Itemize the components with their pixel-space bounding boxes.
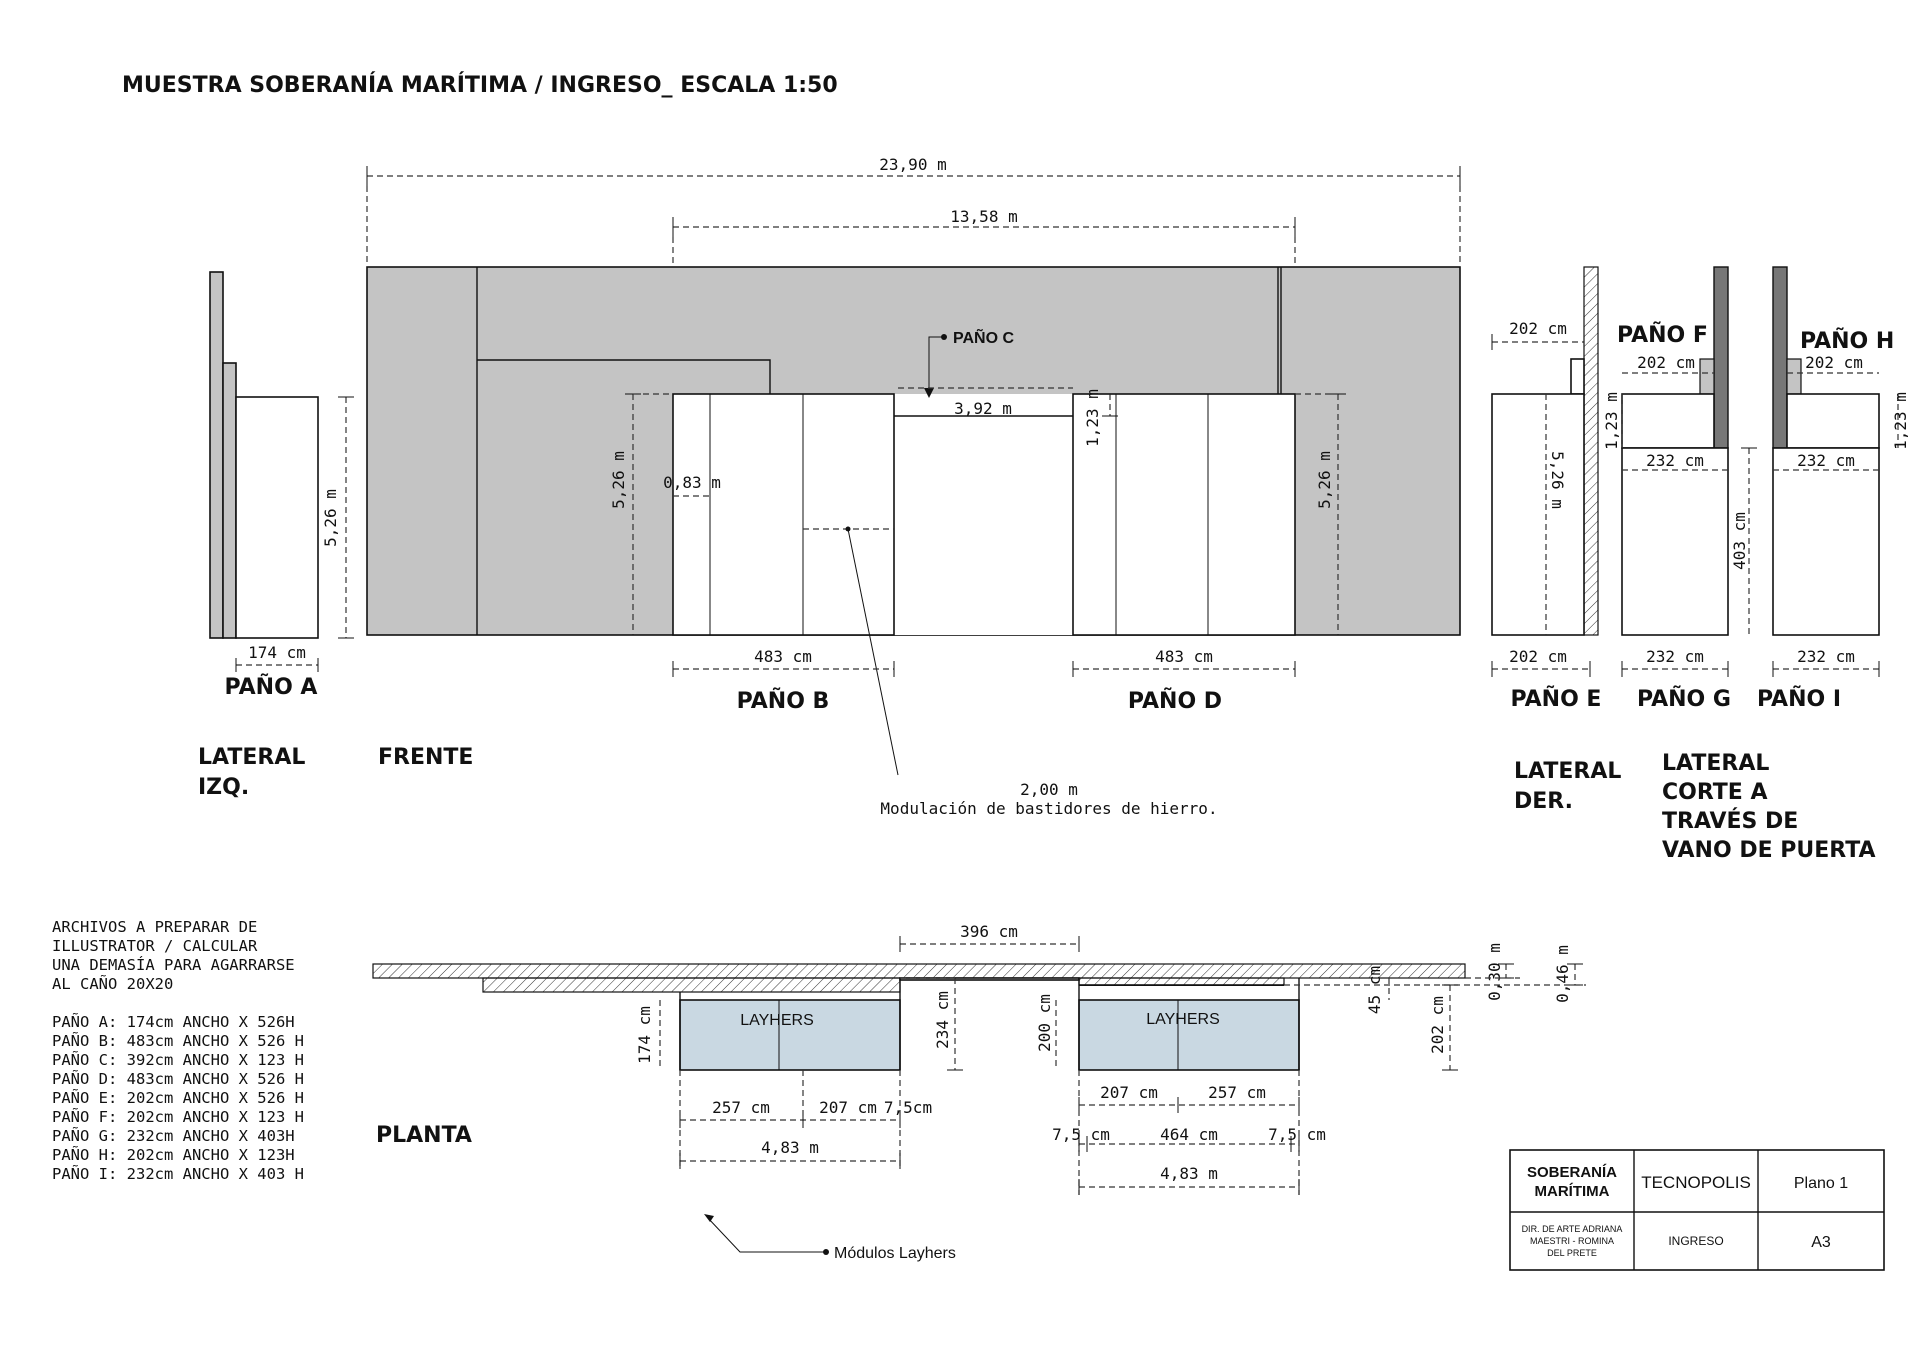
pano-e-label: PAÑO E <box>1510 687 1602 712</box>
pano-b-label: PAÑO B <box>736 689 830 714</box>
section-g-232-mid-label: 232 cm <box>1646 451 1704 470</box>
lateral-izq-heading-1: LATERAL <box>198 745 306 770</box>
dim-483-d-label: 483 cm <box>1155 647 1213 666</box>
left-width-label: 174 cm <box>248 643 306 662</box>
plan-030-label: 0,30 m <box>1485 943 1504 1001</box>
pano-c-label: PAÑO C <box>953 330 1015 347</box>
planta-heading: PLANTA <box>376 1123 472 1148</box>
pano-a-label: PAÑO A <box>224 675 318 700</box>
section-heading-line-4: VANO DE PUERTA <box>1662 838 1876 863</box>
note-line: PAÑO C: 392cm ANCHO X 123 H <box>52 1051 304 1069</box>
right-top-width-label: 202 cm <box>1509 319 1567 338</box>
note-line: PAÑO I: 232cm ANCHO X 403 H <box>52 1165 304 1183</box>
lateral-izq-heading-2: IZQ. <box>198 775 250 800</box>
section-g <box>1602 267 1757 712</box>
section-i-202-label: 202 cm <box>1805 353 1863 372</box>
lateral-der-heading-2: DER. <box>1514 789 1573 814</box>
plan-174-label: 174 cm <box>635 1006 654 1064</box>
title-block <box>1510 1150 1884 1270</box>
note-line: PAÑO A: 174cm ANCHO X 526H <box>52 1013 295 1031</box>
plan-257-right-label: 257 cm <box>1208 1083 1266 1102</box>
note-line: UNA DEMASÍA PARA AGARRARSE <box>52 956 295 974</box>
section-g-123-label: 1,23 m <box>1602 392 1621 450</box>
plan-200-label: 200 cm <box>1035 994 1054 1052</box>
section-i <box>1757 267 1910 712</box>
title-block-credits-2: MAESTRI - ROMINA <box>1529 1236 1615 1246</box>
plan-234-label: 234 cm <box>933 991 952 1049</box>
plan-202-label: 202 cm <box>1428 996 1447 1054</box>
note-line: PAÑO B: 483cm ANCHO X 526 H <box>52 1032 304 1050</box>
note-line: ILLUSTRATOR / CALCULAR <box>52 937 258 955</box>
front-elevation <box>367 267 1460 818</box>
dim-392-label: 3,92 m <box>954 399 1012 418</box>
note-line: PAÑO D: 483cm ANCHO X 526 H <box>52 1070 304 1088</box>
plan-75-left-label: 7,5cm <box>883 1098 933 1117</box>
left-height-label: 5,26 m <box>321 489 340 547</box>
pano-i-label: PAÑO I <box>1756 687 1842 712</box>
dim-total-label: 23,90 m <box>879 155 947 174</box>
lateral-der-heading-1: LATERAL <box>1514 759 1622 784</box>
plan-75-b-label: 7,5 cm <box>1268 1125 1326 1144</box>
section-heading-line-3: TRAVÉS DE <box>1662 809 1799 834</box>
layhers-left-label: LAYHERS <box>740 1012 814 1029</box>
dim-083-label: 0,83 m <box>663 473 721 492</box>
plan-207-left-label: 207 cm <box>819 1098 877 1117</box>
pano-g-label: PAÑO G <box>1637 687 1731 712</box>
title-block-project-1: SOBERANÍA <box>1526 1164 1618 1181</box>
dim-total-width <box>367 155 1460 262</box>
note-line: PAÑO H: 202cm ANCHO X 123H <box>52 1146 295 1164</box>
section-heading <box>1662 751 1876 863</box>
section-i-232-mid-label: 232 cm <box>1797 451 1855 470</box>
section-heading-line-1: LATERAL <box>1662 751 1770 776</box>
dim-526-d-label: 5,26 m <box>1315 451 1334 509</box>
plan-046-label: 0,46 m <box>1553 945 1572 1003</box>
note-line: PAÑO G: 232cm ANCHO X 403H <box>52 1127 295 1145</box>
right-bottom-width-label: 202 cm <box>1509 647 1567 666</box>
modulation-value: 2,00 m <box>1020 780 1078 799</box>
section-i-123-label: 1,23 m <box>1891 392 1910 450</box>
note-line: AL CAÑO 20X20 <box>52 975 174 993</box>
sheet-title: MUESTRA SOBERANÍA MARÍTIMA / INGRESO_ ESCALA 1:50 <box>122 73 838 98</box>
right-elevation <box>1492 267 1621 814</box>
plan-396-label: 396 cm <box>960 922 1018 941</box>
note-line: PAÑO F: 202cm ANCHO X 123 H <box>52 1108 304 1126</box>
title-block-venue: TECNOPOLIS <box>1641 1173 1751 1192</box>
title-block-area: INGRESO <box>1668 1234 1724 1248</box>
dim-526-b-label: 5,26 m <box>609 451 628 509</box>
title-block-credits-3: DEL PRETE <box>1547 1248 1597 1258</box>
plan-257-left-label: 257 cm <box>712 1098 770 1117</box>
note-line: ARCHIVOS A PREPARAR DE <box>52 918 258 936</box>
section-heading-line-2: CORTE A <box>1662 780 1768 805</box>
plan-464-label: 464 cm <box>1160 1125 1218 1144</box>
notes-block <box>52 918 304 1183</box>
section-g-232-bottom-label: 232 cm <box>1646 647 1704 666</box>
plan-view <box>373 922 1586 1262</box>
right-height-label: 5,26 m <box>1548 451 1567 509</box>
modulation-note: Modulación de bastidores de hierro. <box>880 799 1218 818</box>
section-i-232-bottom-label: 232 cm <box>1797 647 1855 666</box>
left-elevation <box>198 272 354 800</box>
frente-heading: FRENTE <box>378 745 474 770</box>
plan-483-left-label: 4,83 m <box>761 1138 819 1157</box>
plan-207-right-label: 207 cm <box>1100 1083 1158 1102</box>
title-block-credits-1: DIR. DE ARTE ADRIANA <box>1521 1224 1623 1234</box>
pano-d-label: PAÑO D <box>1127 689 1223 714</box>
plan-75-a-label: 7,5 cm <box>1052 1125 1110 1144</box>
dim-center-label: 13,58 m <box>950 207 1018 226</box>
dim-483-b-label: 483 cm <box>754 647 812 666</box>
plan-483-right-label: 4,83 m <box>1160 1164 1218 1183</box>
section-g-403-label: 403 cm <box>1730 512 1749 570</box>
note-line: PAÑO E: 202cm ANCHO X 526 H <box>52 1089 304 1107</box>
plan-45-label: 45 cm <box>1365 965 1384 1015</box>
title-block-sheet: Plano 1 <box>1793 1175 1849 1192</box>
title-block-project-2: MARÍTIMA <box>1534 1183 1610 1200</box>
pano-f-label: PAÑO F <box>1617 323 1708 348</box>
title-block-format: A3 <box>1811 1234 1831 1251</box>
pano-h-label: PAÑO H <box>1800 329 1895 354</box>
section-g-202-label: 202 cm <box>1637 353 1695 372</box>
modules-note: Módulos Layhers <box>834 1245 956 1262</box>
dim-123-front-label: 1,23 m <box>1083 389 1102 447</box>
layhers-right-label: LAYHERS <box>1146 1011 1220 1028</box>
